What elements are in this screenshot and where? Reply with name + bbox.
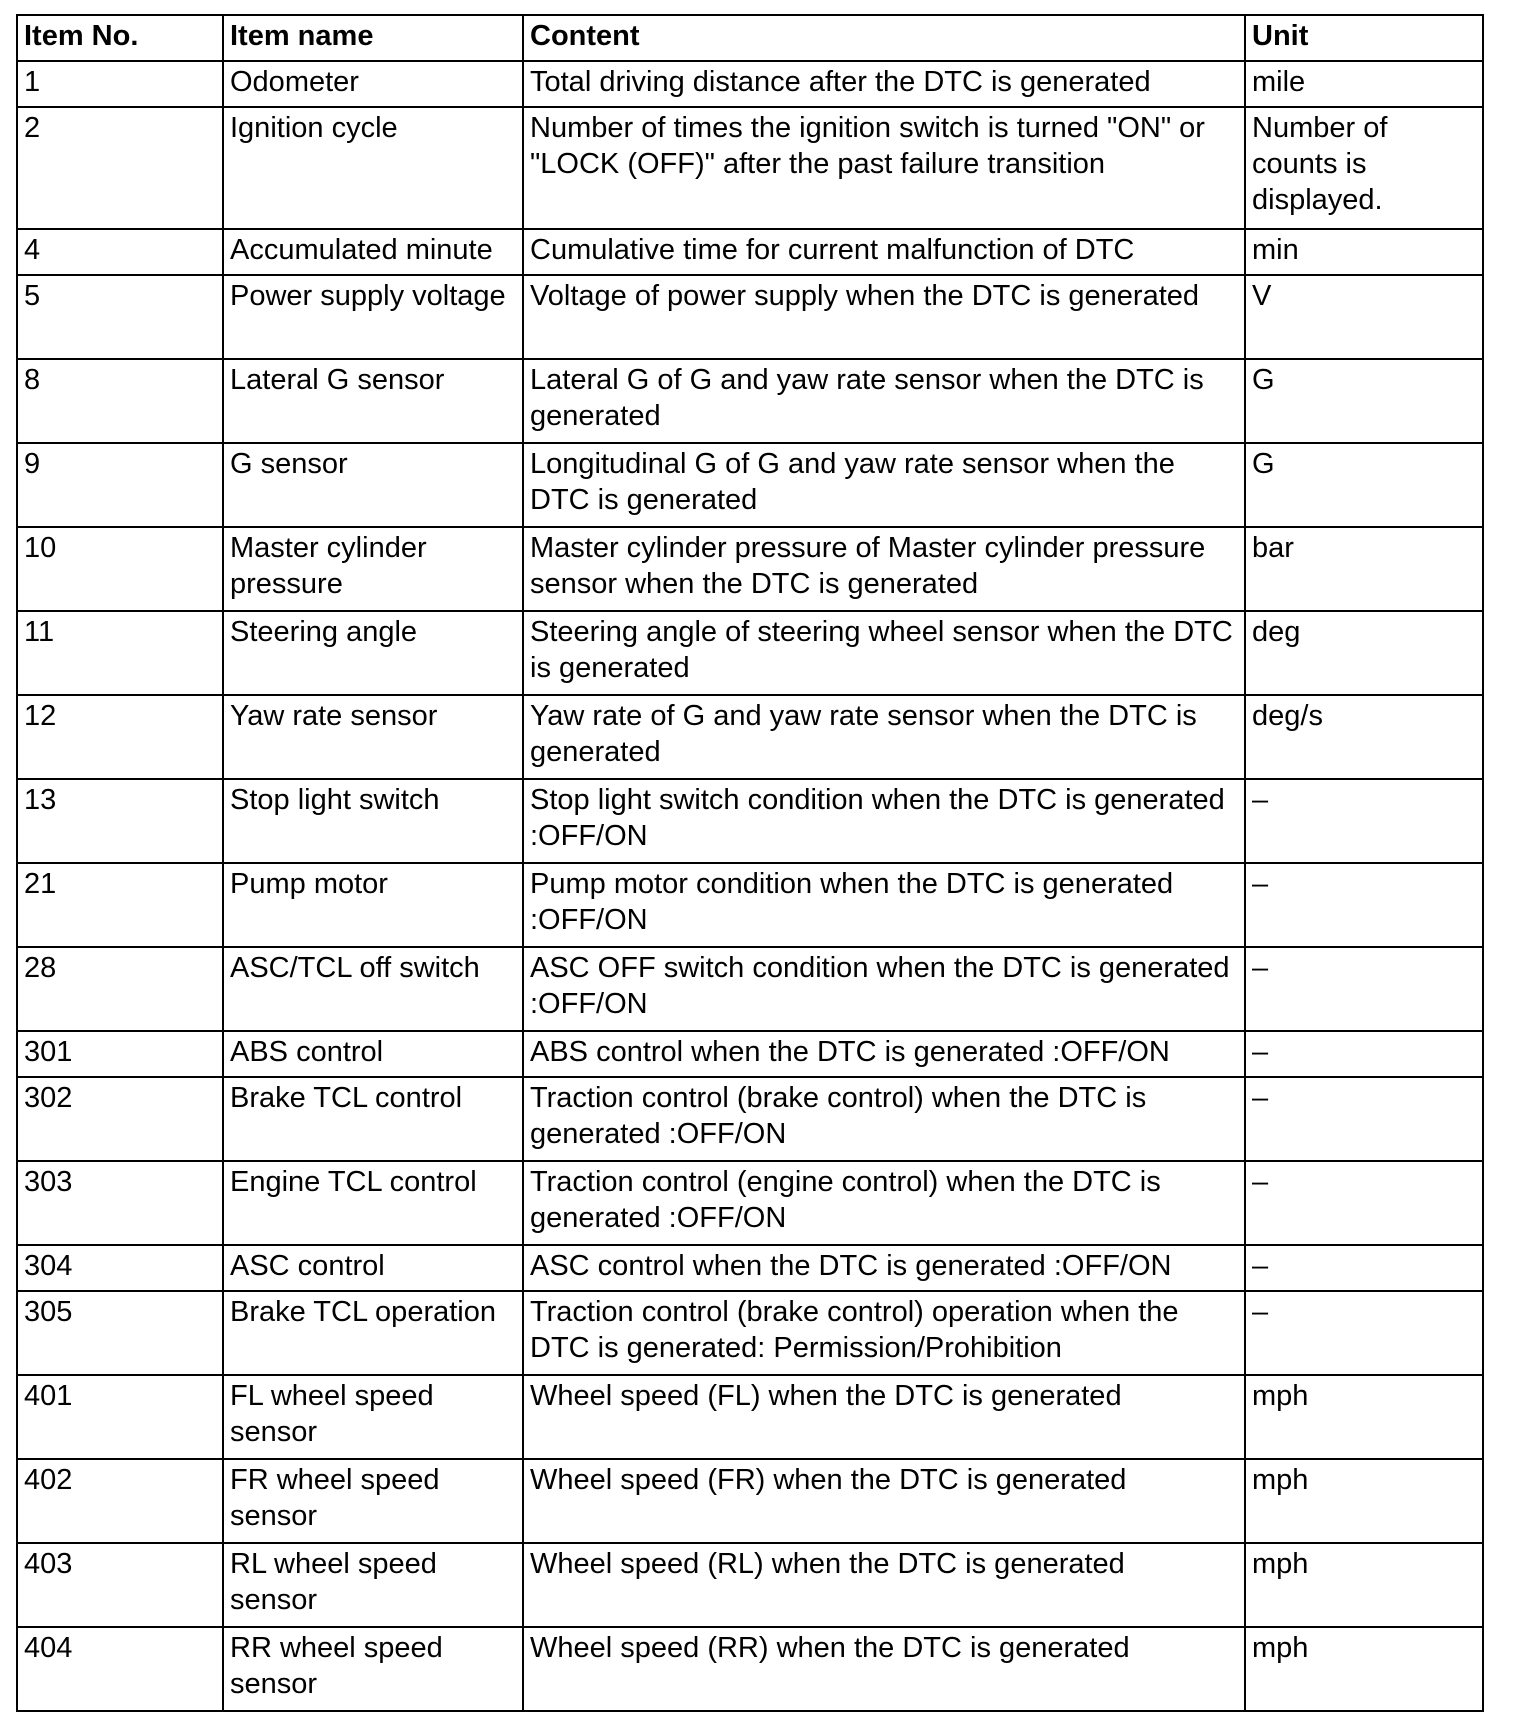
- table-row: [17, 1245, 1483, 1291]
- table-row: [17, 695, 1483, 779]
- cell-item-no: 21: [17, 863, 223, 947]
- cell-unit: bar: [1245, 527, 1483, 611]
- cell-item-name: FR wheel speed sensor: [223, 1459, 523, 1543]
- table-row: [17, 1459, 1483, 1543]
- cell-unit: mph: [1245, 1543, 1483, 1627]
- cell-content: Traction control (brake control) when the DTC is generated :OFF/ON: [523, 1077, 1245, 1161]
- cell-content: Wheel speed (FR) when the DTC is generated: [523, 1459, 1245, 1543]
- cell-unit: Number of counts is displayed.: [1245, 107, 1483, 229]
- cell-item-no: 4: [17, 229, 223, 275]
- cell-content: Lateral G of G and yaw rate sensor when the DTC is generated: [523, 359, 1245, 443]
- cell-content: Wheel speed (FL) when the DTC is generated: [523, 1375, 1245, 1459]
- cell-content: Steering angle of steering wheel sensor when the DTC is generated: [523, 611, 1245, 695]
- table-row: [17, 61, 1483, 107]
- table-row: [17, 1375, 1483, 1459]
- cell-content: Traction control (engine control) when the DTC is generated :OFF/ON: [523, 1161, 1245, 1245]
- cell-item-name: Odometer: [223, 61, 523, 107]
- cell-item-no: 305: [17, 1291, 223, 1375]
- header-content: Content: [523, 15, 1245, 61]
- cell-unit: –: [1245, 1291, 1483, 1375]
- table-row: [17, 275, 1483, 359]
- cell-item-name: ASC/TCL off switch: [223, 947, 523, 1031]
- cell-item-name: Power supply voltage: [223, 275, 523, 359]
- cell-item-name: Ignition cycle: [223, 107, 523, 229]
- cell-unit: G: [1245, 443, 1483, 527]
- cell-item-no: 28: [17, 947, 223, 1031]
- table-row: [17, 611, 1483, 695]
- cell-content: Stop light switch condition when the DTC is generated :OFF/ON: [523, 779, 1245, 863]
- cell-content: Wheel speed (RL) when the DTC is generated: [523, 1543, 1245, 1627]
- cell-item-name: Brake TCL control: [223, 1077, 523, 1161]
- cell-content: Master cylinder pressure of Master cylinder pressure sensor when the DTC is generated: [523, 527, 1245, 611]
- table-row: [17, 863, 1483, 947]
- cell-item-no: 11: [17, 611, 223, 695]
- cell-item-no: 9: [17, 443, 223, 527]
- cell-item-no: 302: [17, 1077, 223, 1161]
- cell-content: Pump motor condition when the DTC is generated :OFF/ON: [523, 863, 1245, 947]
- cell-unit: mph: [1245, 1459, 1483, 1543]
- cell-item-no: 402: [17, 1459, 223, 1543]
- cell-item-no: 10: [17, 527, 223, 611]
- cell-unit: –: [1245, 1077, 1483, 1161]
- cell-unit: –: [1245, 779, 1483, 863]
- cell-unit: mph: [1245, 1627, 1483, 1711]
- table-row: [17, 443, 1483, 527]
- cell-item-no: 403: [17, 1543, 223, 1627]
- cell-item-name: Stop light switch: [223, 779, 523, 863]
- cell-content: Number of times the ignition switch is turned "ON" or "LOCK (OFF)" after the past failure transition: [523, 107, 1245, 229]
- cell-item-name: RL wheel speed sensor: [223, 1543, 523, 1627]
- table-row: [17, 1291, 1483, 1375]
- freeze-frame-table-sheet: [16, 14, 1484, 1712]
- cell-content: Voltage of power supply when the DTC is generated: [523, 275, 1245, 359]
- cell-unit: G: [1245, 359, 1483, 443]
- cell-content: Longitudinal G of G and yaw rate sensor when the DTC is generated: [523, 443, 1245, 527]
- cell-unit: deg: [1245, 611, 1483, 695]
- cell-content: ASC control when the DTC is generated :OFF/ON: [523, 1245, 1245, 1291]
- cell-item-no: 2: [17, 107, 223, 229]
- cell-item-name: G sensor: [223, 443, 523, 527]
- freeze-frame-data-table: [16, 14, 1484, 1712]
- cell-item-name: Steering angle: [223, 611, 523, 695]
- cell-item-no: 301: [17, 1031, 223, 1077]
- cell-unit: –: [1245, 1161, 1483, 1245]
- header-item-name: Item name: [223, 15, 523, 61]
- header-unit: Unit: [1245, 15, 1483, 61]
- table-row: [17, 229, 1483, 275]
- cell-item-name: ASC control: [223, 1245, 523, 1291]
- cell-content: ASC OFF switch condition when the DTC is generated :OFF/ON: [523, 947, 1245, 1031]
- cell-item-name: FL wheel speed sensor: [223, 1375, 523, 1459]
- cell-item-name: Pump motor: [223, 863, 523, 947]
- cell-content: Cumulative time for current malfunction of DTC: [523, 229, 1245, 275]
- cell-item-no: 304: [17, 1245, 223, 1291]
- cell-item-name: Lateral G sensor: [223, 359, 523, 443]
- cell-content: Total driving distance after the DTC is generated: [523, 61, 1245, 107]
- cell-unit: –: [1245, 1245, 1483, 1291]
- cell-unit: mile: [1245, 61, 1483, 107]
- cell-unit: –: [1245, 863, 1483, 947]
- cell-unit: –: [1245, 947, 1483, 1031]
- cell-unit: –: [1245, 1031, 1483, 1077]
- cell-unit: V: [1245, 275, 1483, 359]
- cell-item-name: Accumulated minute: [223, 229, 523, 275]
- table-row: [17, 107, 1483, 229]
- table-row: [17, 1031, 1483, 1077]
- header-item-no: Item No.: [17, 15, 223, 61]
- cell-content: Wheel speed (RR) when the DTC is generated: [523, 1627, 1245, 1711]
- table-row: [17, 527, 1483, 611]
- cell-item-name: RR wheel speed sensor: [223, 1627, 523, 1711]
- cell-item-no: 5: [17, 275, 223, 359]
- table-header-row: [17, 15, 1483, 61]
- cell-item-no: 8: [17, 359, 223, 443]
- table-row: [17, 947, 1483, 1031]
- cell-item-no: 1: [17, 61, 223, 107]
- cell-item-name: Engine TCL control: [223, 1161, 523, 1245]
- table-row: [17, 1543, 1483, 1627]
- table-row: [17, 1627, 1483, 1711]
- cell-unit: mph: [1245, 1375, 1483, 1459]
- cell-unit: min: [1245, 229, 1483, 275]
- cell-item-no: 303: [17, 1161, 223, 1245]
- cell-item-no: 404: [17, 1627, 223, 1711]
- table-row: [17, 359, 1483, 443]
- cell-item-name: Yaw rate sensor: [223, 695, 523, 779]
- cell-item-name: Master cylinder pressure: [223, 527, 523, 611]
- table-row: [17, 1161, 1483, 1245]
- table-row: [17, 1077, 1483, 1161]
- cell-content: ABS control when the DTC is generated :OFF/ON: [523, 1031, 1245, 1077]
- cell-unit: deg/s: [1245, 695, 1483, 779]
- cell-item-no: 13: [17, 779, 223, 863]
- table-row: [17, 779, 1483, 863]
- cell-item-no: 12: [17, 695, 223, 779]
- cell-item-name: ABS control: [223, 1031, 523, 1077]
- cell-item-name: Brake TCL operation: [223, 1291, 523, 1375]
- cell-content: Yaw rate of G and yaw rate sensor when the DTC is generated: [523, 695, 1245, 779]
- cell-item-no: 401: [17, 1375, 223, 1459]
- cell-content: Traction control (brake control) operation when the DTC is generated: Permission/Prohibition: [523, 1291, 1245, 1375]
